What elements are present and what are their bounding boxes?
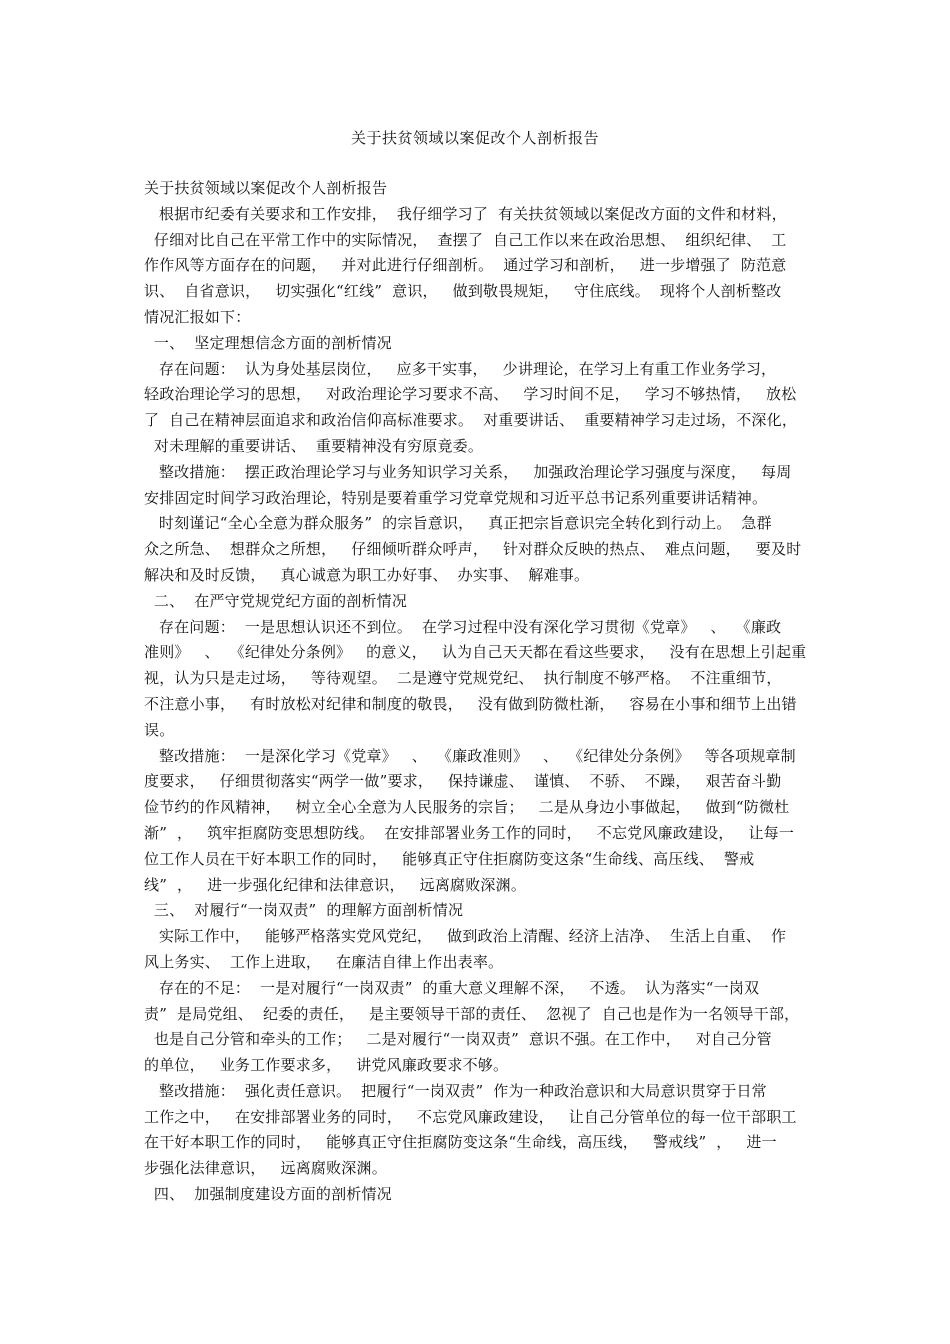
text-line: 存在问题： 一是思想认识还不到位。 在学习过程中没有深化学习贯彻《党章》 、 《廉政 xyxy=(144,617,782,636)
text-line: 仔细对比自己在平常工作中的实际情况， 查摆了 自己工作以来在政治思想、 组织纪律、 工 xyxy=(144,230,787,249)
text-line: 视，认为只是走过场， 等待观望。 二是遵守党规党纪、 执行制度不够严格。 不注重细节， xyxy=(144,669,782,688)
text-line: 四、 加强制度建设方面的剖析情况 xyxy=(144,1185,392,1204)
text-line: 步强化法律意识， 远离腐败深渊。 xyxy=(144,1159,387,1178)
text-line: 对未理解的重要讲话、 重要精神没有穷原竟委。 xyxy=(144,436,484,455)
text-line: 渐” ， 筑牢拒腐防变思想防线。 在安排部署业务工作的同时， 不忘党风廉政建设， 让每一 xyxy=(144,823,795,842)
text-line: 位工作人员在干好本职工作的同时， 能够真正守住拒腐防变这条“生命线、高压线、 警戒 xyxy=(144,849,755,868)
text-line: 作作风等方面存在的问题， 并对此进行仔细剖析。 通过学习和剖析， 进一步增强了 防范意 xyxy=(144,256,787,275)
text-line: 线” ， 进一步强化纪律和法律意识， 远离腐败深渊。 xyxy=(144,875,527,894)
text-line: 俭节约的作风精神， 树立全心全意为人民服务的宗旨； 二是从身边小事做起， 做到“防微杜 xyxy=(144,798,790,817)
text-line: 也是自己分管和牵头的工作； 二是对履行“一岗双责” 意识不强。在工作中， 对自己分管 xyxy=(144,1030,772,1049)
document-title: 关于扶贫领域以案促改个人剖析报告 xyxy=(350,129,599,147)
text-line: 存在问题： 认为身处基层岗位， 应多干实事， 少讲理论，在学习上有重工作业务学习， xyxy=(144,359,777,378)
text-line: 安排固定时间学习政治理论，特别是要着重学习党章党规和习近平总书记系列重要讲话精神。 xyxy=(144,488,768,507)
document-body xyxy=(144,176,816,1208)
text-line: 根据市纪委有关要求和工作安排， 我仔细学习了 有关扶贫领域以案促改方面的文件和材料， xyxy=(144,204,787,223)
text-line: 存在的不足： 一是对履行“一岗双责” 的重大意义理解不深， 不透。 认为落实“一岗双 xyxy=(144,978,760,997)
text-line: 准则》 、 《纪律处分条例》 的意义， 认为自己天天都在看这些要求， 没有在思想上引起重 xyxy=(144,643,807,662)
text-line: 误。 xyxy=(144,720,175,739)
text-line: 不注意小事， 有时放松对纪律和制度的敬畏， 没有做到防微杜渐， 容易在小事和细节上出错 xyxy=(144,694,797,713)
text-line: 众之所急、 想群众之所想， 仔细倾听群众呼声， 针对群众反映的热点、 难点问题， 要及时 xyxy=(144,540,802,559)
text-line: 度要求， 仔细贯彻落实“两学一做”要求， 保持谦虚、 谨慎、 不骄、 不躁， 艰苦奋斗勤 xyxy=(144,772,782,791)
text-line: 整改措施： 摆正政治理论学习与业务知识学习关系， 加强政治理论学习强度与深度， 每周 xyxy=(144,462,792,481)
text-line: 解决和及时反馈， 真心诚意为职工办好事、 办实事、 解难事。 xyxy=(144,565,590,584)
text-line: 关于扶贫领域以案促改个人剖析报告 xyxy=(144,179,388,197)
text-line: 时刻谨记“全心全意为群众服务” 的宗旨意识， 真正把宗旨意识完全转化到行动上。 急群 xyxy=(144,514,772,533)
text-line: 识、 自省意识， 切实强化“红线” 意识， 做到敬畏规矩， 守住底线。 现将个人剖析整改 xyxy=(144,282,782,301)
text-line: 工作之中， 在安排部署业务的同时， 不忘党风廉政建设， 让自己分管单位的每一位干部职工 xyxy=(144,1107,797,1126)
text-line: 二、 在严守党规党纪方面的剖析情况 xyxy=(144,591,408,610)
text-line: 实际工作中， 能够严格落实党风党纪， 做到政治上清醒、经济上洁净、 生活上自重、 作 xyxy=(144,927,787,946)
text-line: 了 自己在精神层面追求和政治信仰高标准要求。 对重要讲话、 重要精神学习走过场，不深化， xyxy=(144,411,798,430)
text-line: 情况汇报如下： xyxy=(144,307,251,326)
text-line: 整改措施： 强化责任意识。 把履行“一岗双责” 作为一种政治意识和大局意识贯穿于日常 xyxy=(144,1081,767,1100)
text-line: 整改措施： 一是深化学习《党章》 、 《廉政准则》 、 《纪律处分条例》 等各项规章制 xyxy=(144,746,796,765)
text-line: 三、 对履行“一岗双责” 的理解方面剖析情况 xyxy=(144,901,464,920)
text-line: 在干好本职工作的同时， 能够真正守住拒腐防变这条“生命线，高压线， 警戒线” ， 进一 xyxy=(144,1133,777,1152)
text-line: 一、 坚定理想信念方面的剖析情况 xyxy=(144,333,392,352)
text-line: 风上务实、 工作上进取， 在廉洁自律上作出表率。 xyxy=(144,952,504,971)
text-line: 的单位， 业务工作要求多， 讲党风廉政要求不够。 xyxy=(144,1056,509,1075)
text-line: 轻政治理论学习的思想， 对政治理论学习要求不高、 学习时间不足， 学习不够热情， 放松 xyxy=(144,385,797,404)
text-line: 责” 是局党组、 纪委的责任， 是主要领导干部的责任、 忽视了 自己也是作为一名领导干部， xyxy=(144,1004,800,1023)
